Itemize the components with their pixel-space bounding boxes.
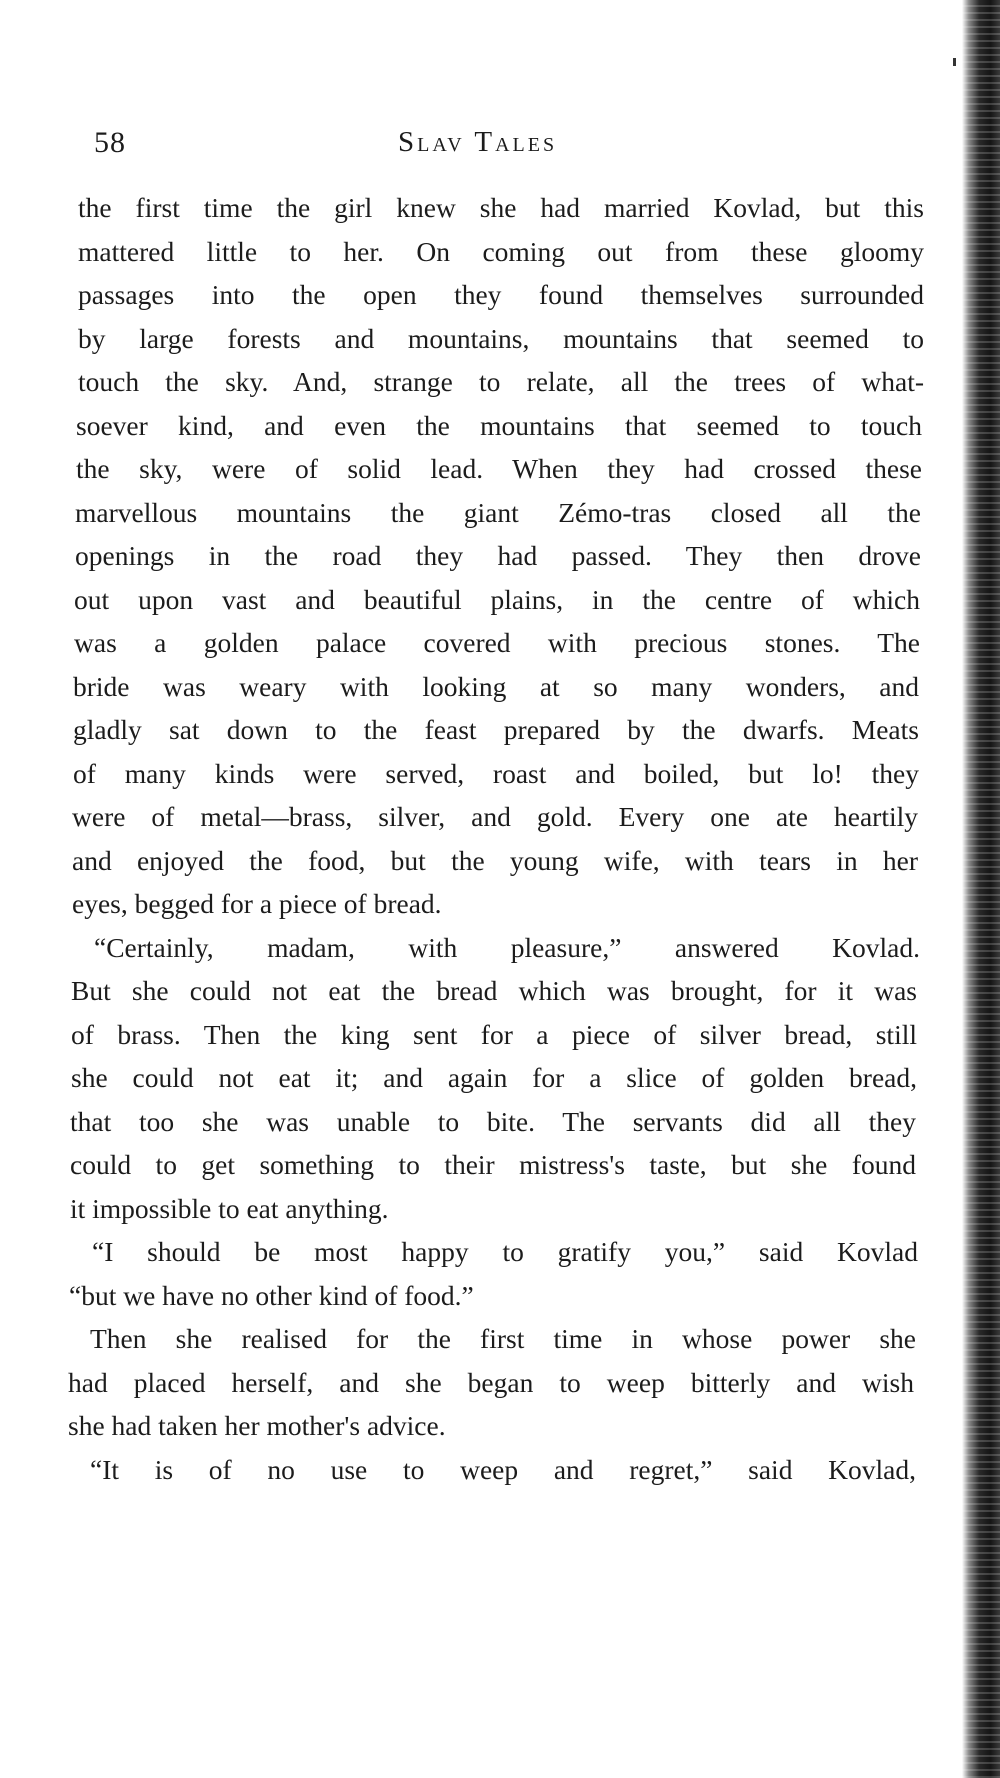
page-header <box>94 126 854 166</box>
text-line: the sky, were of solid lead. When they had crossed these <box>76 453 922 484</box>
text-line: “It is of no use to weep and regret,” said Kovlad, <box>90 1453 916 1485</box>
text-line: “Certainly, madam, with pleasure,” answered Kovlad. <box>94 931 920 963</box>
page-edge-shadow <box>962 0 1000 1778</box>
text-line: Then she realised for the first time in whose power she <box>90 1323 916 1354</box>
text-line: But she could not eat the bread which was brought, for it was <box>71 975 917 1006</box>
page-number: 58 <box>94 126 126 159</box>
text-line: openings in the road they had passed. They then drove <box>75 540 921 571</box>
text-line: soever kind, and even the mountains that seemed to touch <box>76 409 922 441</box>
text-line: of many kinds were served, roast and boiled, but lo! they <box>73 757 919 789</box>
text-line: touch the sky. And, strange to relate, all the trees of what- <box>78 366 924 397</box>
running-title: Slav Tales <box>398 126 558 158</box>
text-line: by large forests and mountains, mountains that seemed to <box>78 322 924 354</box>
text-line: was a golden palace covered with precious stones. The <box>74 627 920 658</box>
text-line: eyes, begged for a piece of bread. <box>72 888 442 919</box>
text-line: and enjoyed the food, but the young wife, with tears in her <box>72 844 918 876</box>
text-line: it impossible to eat anything. <box>70 1192 389 1224</box>
text-line: she could not eat it; and again for a slice of golden bread, <box>71 1062 917 1093</box>
text-line: were of metal—brass, silver, and gold. Every one ate heartily <box>72 801 918 832</box>
text-line: of brass. Then the king sent for a piece of silver bread, still <box>71 1018 917 1050</box>
text-line: marvellous mountains the giant Zémo-tras closed all the <box>75 496 921 528</box>
text-line: bride was weary with looking at so many wonders, and <box>73 670 919 702</box>
text-line: could to get something to their mistress's taste, but she found <box>70 1149 916 1180</box>
text-line: passages into the open they found themselves surrounded <box>78 279 924 310</box>
scan-speck <box>953 58 956 66</box>
text-line: mattered little to her. On coming out from these gloomy <box>78 235 924 267</box>
text-line: had placed herself, and she began to weep bitterly and wish <box>68 1366 914 1398</box>
text-line: the first time the girl knew she had married Kovlad, but this <box>78 192 924 223</box>
text-line: that too she was unable to bite. The servants did all they <box>70 1105 916 1137</box>
text-line: gladly sat down to the feast prepared by the dwarfs. Meats <box>73 714 919 745</box>
text-line: “I should be most happy to gratify you,” said Kovlad <box>92 1236 918 1267</box>
body-text <box>68 186 924 1491</box>
text-line: out upon vast and beautiful plains, in the centre of which <box>74 583 920 615</box>
text-line: “but we have no other kind of food.” <box>69 1279 474 1311</box>
text-line: she had taken her mother's advice. <box>68 1410 446 1441</box>
